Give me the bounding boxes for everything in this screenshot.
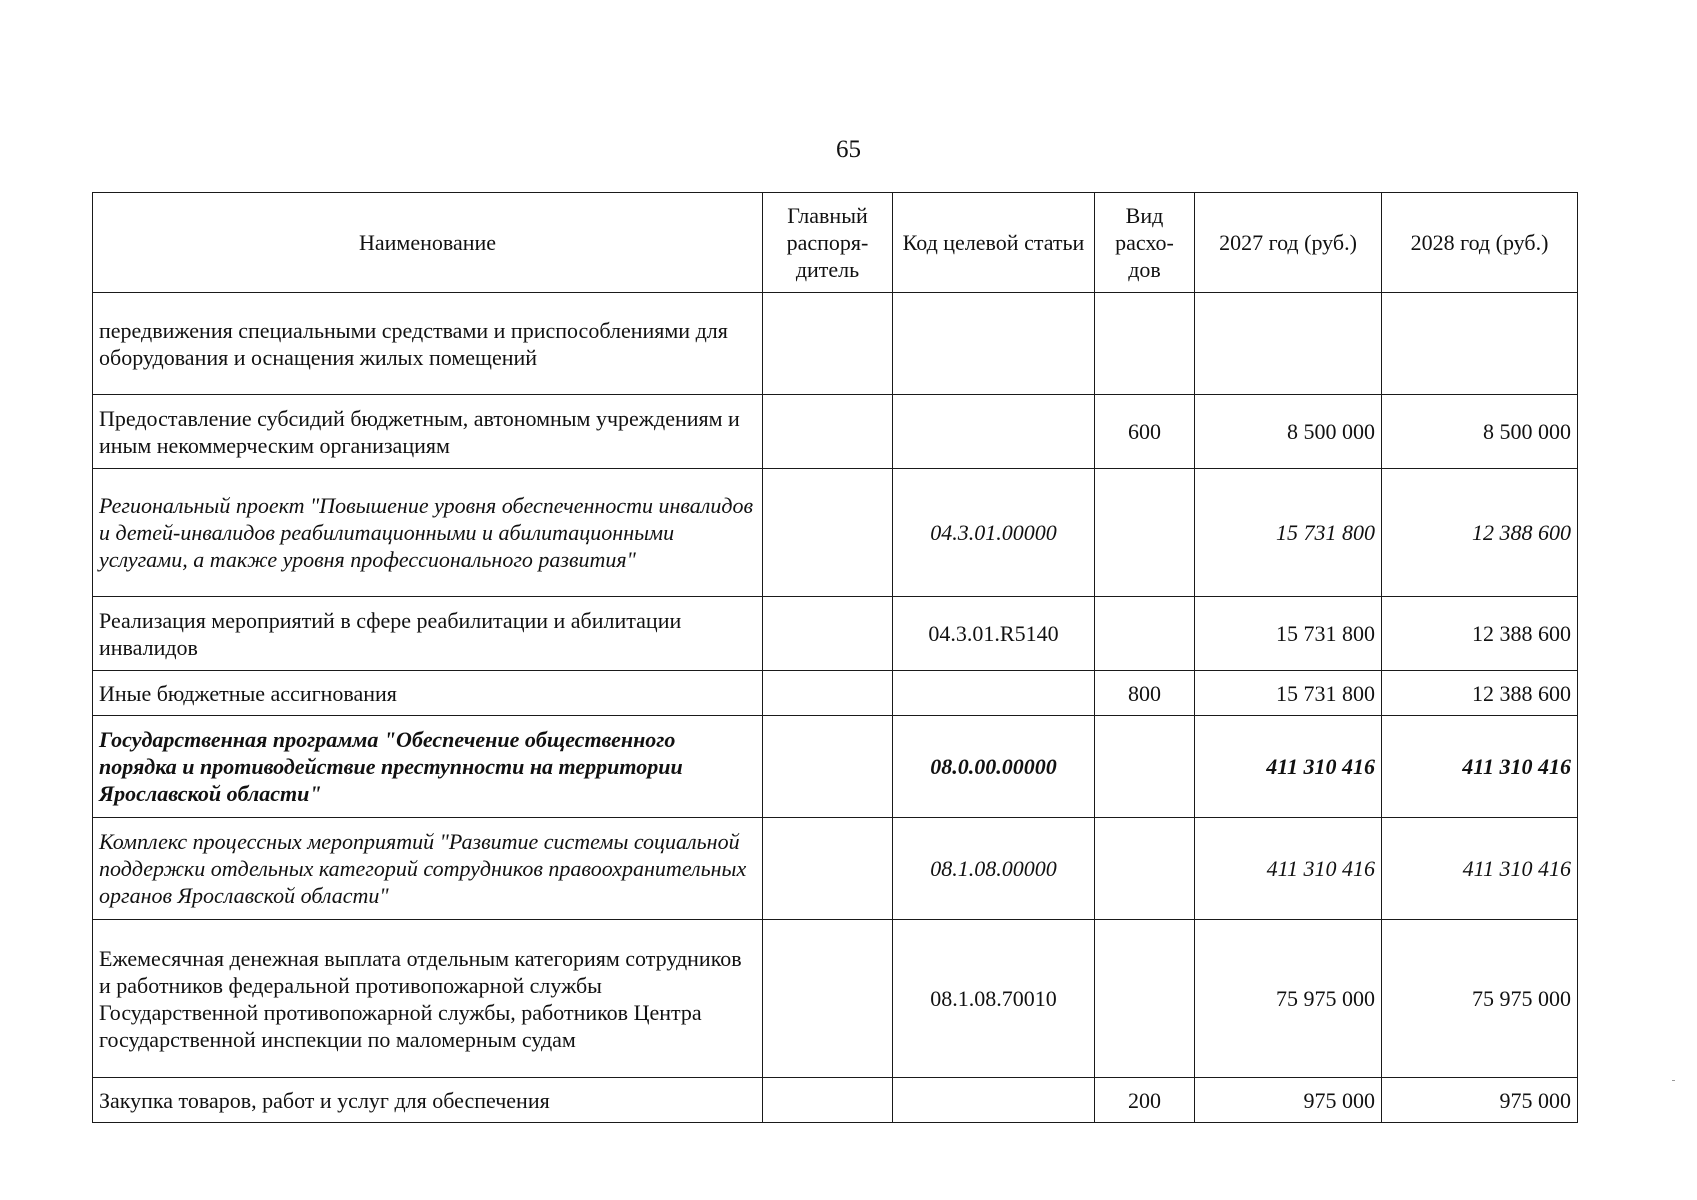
cell-2028: 8 500 000 [1382,395,1578,469]
header-year-2027: 2027 год (руб.) [1195,193,1382,293]
cell-2028: 75 975 000 [1382,920,1578,1078]
cell-chief [763,818,893,920]
cell-name: Ежемесячная денежная выплата отдельным категориям сотрудников и работников федеральной противопожарной службы Государственной противопожарной службы, работников Центра государственной инспекции по маломерным судам [93,920,763,1078]
cell-name: Реализация мероприятий в сфере реабилитации и абилитации инвалидов [93,597,763,671]
cell-2028: 411 310 416 [1382,716,1578,818]
header-name: Наименование [93,193,763,293]
cell-2028: 411 310 416 [1382,818,1578,920]
scan-mark [1672,1080,1675,1081]
cell-code [893,395,1095,469]
header-year-2028: 2028 год (руб.) [1382,193,1578,293]
budget-table [92,192,1578,1123]
cell-code: 08.0.00.00000 [893,716,1095,818]
cell-2027: 15 731 800 [1195,671,1382,716]
cell-name: Предоставление субсидий бюджетным, автономным учреждениям и иным некоммерческим организациям [93,395,763,469]
page-number: 65 [836,136,861,163]
cell-code [893,293,1095,395]
table-row [93,597,1578,671]
cell-2027 [1195,293,1382,395]
cell-name: Закупка товаров, работ и услуг для обеспечения [93,1078,763,1123]
header-chief-manager: Главный распоря-дитель [763,193,893,293]
cell-type: 600 [1095,395,1195,469]
cell-2027: 15 731 800 [1195,597,1382,671]
cell-chief [763,920,893,1078]
cell-type: 800 [1095,671,1195,716]
table-header-row [93,193,1578,293]
table-row [93,293,1578,395]
table-row [93,671,1578,716]
cell-type [1095,920,1195,1078]
cell-name: Региональный проект "Повышение уровня обеспеченности инвалидов и детей-инвалидов реабилитационными и абилитационными услугами, а также уровня профессионального развития" [93,469,763,597]
cell-chief [763,671,893,716]
cell-type: 200 [1095,1078,1195,1123]
cell-2028: 12 388 600 [1382,469,1578,597]
cell-name: Иные бюджетные ассигнования [93,671,763,716]
cell-2028: 12 388 600 [1382,671,1578,716]
cell-name: Государственная программа "Обеспечение общественного порядка и противодействие преступности на территории Ярославской области" [93,716,763,818]
table-row [93,920,1578,1078]
cell-2028: 12 388 600 [1382,597,1578,671]
cell-2027: 75 975 000 [1195,920,1382,1078]
cell-2028: 975 000 [1382,1078,1578,1123]
cell-chief [763,395,893,469]
cell-2027: 975 000 [1195,1078,1382,1123]
cell-2027: 15 731 800 [1195,469,1382,597]
table-row [93,469,1578,597]
cell-code [893,671,1095,716]
cell-chief [763,1078,893,1123]
cell-code: 04.3.01.R5140 [893,597,1095,671]
cell-2027: 411 310 416 [1195,716,1382,818]
cell-type [1095,818,1195,920]
cell-type [1095,597,1195,671]
cell-name: передвижения специальными средствами и приспособлениями для оборудования и оснащения жилых помещений [93,293,763,395]
cell-code: 04.3.01.00000 [893,469,1095,597]
cell-code: 08.1.08.00000 [893,818,1095,920]
cell-chief [763,597,893,671]
cell-chief [763,469,893,597]
table-row [93,395,1578,469]
cell-type [1095,716,1195,818]
cell-type [1095,293,1195,395]
table-row [93,818,1578,920]
cell-2028 [1382,293,1578,395]
header-target-code: Код целевой статьи [893,193,1095,293]
table-row [93,716,1578,818]
cell-type [1095,469,1195,597]
cell-code: 08.1.08.70010 [893,920,1095,1078]
cell-name: Комплекс процессных мероприятий "Развитие системы социальной поддержки отдельных категорий сотрудников правоохранительных органов Ярославской области" [93,818,763,920]
table-row [93,1078,1578,1123]
cell-code [893,1078,1095,1123]
header-expense-type: Вид расхо-дов [1095,193,1195,293]
cell-chief [763,716,893,818]
cell-2027: 411 310 416 [1195,818,1382,920]
cell-2027: 8 500 000 [1195,395,1382,469]
cell-chief [763,293,893,395]
